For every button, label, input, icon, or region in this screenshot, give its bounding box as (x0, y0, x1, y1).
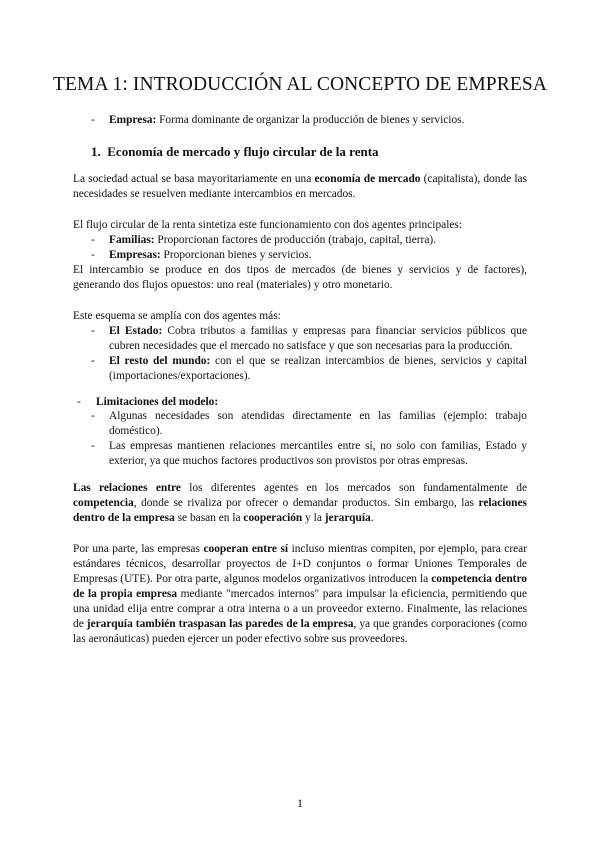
list-item (109, 248, 527, 263)
list-item (109, 324, 527, 354)
list-item (109, 354, 527, 384)
text-run: Proporcionan factores de producción (trabajo, capital, tierra). (154, 234, 437, 246)
text-run: Por una parte, las empresas (73, 543, 204, 555)
bold-run: Las relaciones entre (73, 482, 181, 494)
section-title: Economía de mercado y flujo circular de la renta (107, 144, 379, 159)
page-title: TEMA 1: INTRODUCCIÓN AL CONCEPTO DE EMPRESA (53, 74, 547, 95)
text-run: (capitalista), donde las necesidades se resuelven mediante intercambios en mercados. (73, 173, 527, 200)
bold-run: competencia dentro de la propia empresa (73, 573, 527, 600)
bold-run: Familias: (109, 234, 155, 246)
text-run: Proporcionan bienes y servicios. (160, 249, 312, 261)
section-heading (91, 144, 379, 160)
paragraph-2: El flujo circular de la renta sintetiza este funcionamiento con dos agentes principales: (73, 219, 463, 231)
paragraph-4: Este esquema se amplía con dos agentes más: (73, 310, 281, 322)
text-run: con el que se realizan intercambios de bienes, servicios y capital (importaciones/exportaciones). (109, 355, 528, 382)
definition-term: Empresa: (109, 114, 157, 126)
text-run: Cobra tributos a familias y empresas para financiar servicios públicos que cubren necesidades que el mercado no satisface y que son necesarias para la producción. (109, 325, 528, 352)
list-item: Las empresas mantienen relaciones mercantiles entre sí, no solo con familias, Estado y exterior, ya que muchos factores productivos son provistos por otras empresas. (109, 440, 527, 467)
bullet-dash: - (91, 410, 95, 422)
definition-text: Forma dominante de organizar la producción de bienes y servicios. (156, 114, 465, 126)
bold-run: economía de mercado (314, 173, 421, 185)
text-run: y la (302, 512, 325, 524)
bold-run: cooperan entre sí (203, 543, 289, 555)
list-item: Algunas necesidades son atendidas directamente en las familias (ejemplo: trabajo doméstico). (109, 410, 527, 437)
bold-run: cooperación (243, 512, 303, 524)
bold-run: Empresas: (109, 249, 161, 261)
paragraph-5 (73, 481, 527, 526)
paragraph-3: El intercambio se produce en dos tipos de mercados (de bienes y servicios y de factores), generando dos flujos opuestos: uno real (materiales) y otro monetario. (73, 264, 527, 291)
bullet-dash: - (91, 249, 95, 261)
bold-run: jerarquía (324, 512, 371, 524)
bold-run: jerarquía también traspasan las paredes de la empresa (86, 618, 354, 630)
bold-run: El resto del mundo: (109, 355, 211, 367)
text-run: se basan en la (174, 512, 244, 524)
section-number: 1. (91, 144, 101, 159)
text-run: , ya que grandes corporaciones (como las aeronáuticas) pueden ejercer un poder efectivo sobre sus proveedores. (73, 618, 527, 645)
text-run: , donde se rivaliza por ofrecer o demandar productos. Sin embargo, las (133, 497, 479, 509)
text-run: incluso mientras compiten, por ejemplo, para crear estándares técnicos, desarrollar proyectos de I+D conjuntos o formar Uniones Temporales de Empresas (UTE). Por otra parte, algunos modelos organizativos introducen la (73, 543, 528, 585)
text-run: . (370, 512, 374, 524)
limits-heading (96, 395, 526, 410)
bold-run: relaciones dentro de la empresa (73, 497, 527, 524)
bullet-dash: - (77, 396, 81, 408)
list-item (109, 233, 527, 248)
bullet-dash: - (91, 440, 95, 452)
paragraph-6 (73, 542, 527, 647)
bold-run: competencia (73, 497, 134, 509)
text-run: mediante "mercados internos" para impulsar la eficiencia, permitiendo que una unidad elija entre comprar a otra interna o a un proveedor externo. Finalmente, las relaciones de (73, 588, 528, 630)
bullet-dash: - (91, 355, 95, 367)
bold-run: Limitaciones del modelo: (96, 396, 219, 408)
paragraph-1 (73, 172, 527, 202)
bold-run: El Estado: (109, 325, 163, 337)
bullet-dash: - (91, 114, 95, 126)
bullet-dash: - (91, 234, 95, 246)
definition (109, 113, 529, 128)
text-run: La sociedad actual se basa mayoritariamente en una (73, 173, 315, 185)
page-number: 1 (297, 796, 303, 810)
text-run: los diferentes agentes en los mercados son fundamentalmente de (180, 482, 527, 494)
bullet-dash: - (91, 325, 95, 337)
